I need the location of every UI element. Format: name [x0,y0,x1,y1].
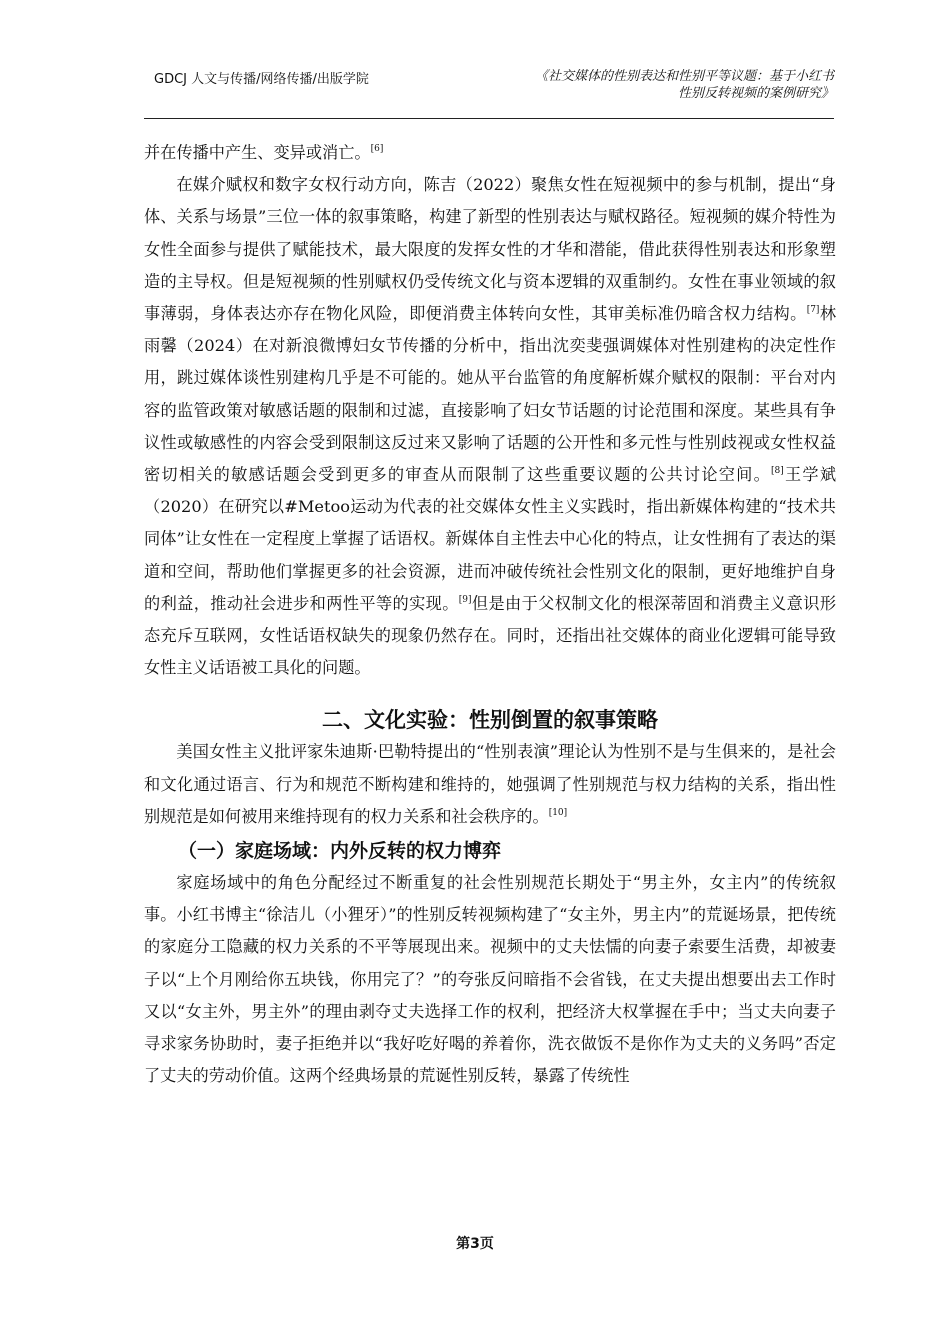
citation-8: [8] [771,466,784,477]
paragraph-4: 家庭场域中的角色分配经过不断重复的社会性别规范长期处于“男主外，女主内”的传统叙事。小红书博主“徐洁儿（小狸牙）”的性别反转视频构建了“女主外，男主内”的荒诞场景，把传统的家庭分工隐藏的权力关系的不平等展现出来。视频中的丈夫怯懦的向妻子索要生活费，却被妻子以“上个月刚给你五块钱，你用完了？”的夸张反问暗指不会省钱，在丈夫提出想要出去工作时又以“女主外，男主外”的理由剥夺丈夫选择工作的权利，把经济大权掌握在手中；当丈夫向妻子寻求家务协助时，妻子拒绝并以“我好吃好喝的养着你，洗衣做饭不是你作为丈夫的义务吗”否定了丈夫的劳动价值。这两个经典场景的荒诞性别反转，暴露了传统性 [144,873,836,1086]
paragraph-1-text: 并在传播中产生、变异或消亡。 [144,143,371,162]
page-header [144,66,834,119]
page-number: 第3页 [456,1236,494,1252]
citation-9: [9] [458,594,472,605]
citation-7: [7] [806,305,820,316]
citation-6: [6] [370,144,384,154]
section-title: 二、文化实验：性别倒置的叙事策略 [322,708,658,733]
header-paper-title: 《社交媒体的性别表达和性别平等议题：基于小红书性别反转视频的案例研究》 [534,69,834,101]
paragraph-3-text: 美国女性主义批评家朱迪斯·巴勒特提出的“性别表演”理论认为性别不是与生俱来的，是社会和文化通过语言、行为和规范不断构建和维持的，她强调了性别规范与权力结构的关系，指出性别规范是如何被用来维持现有的权力关系和社会秩序的。 [144,742,836,826]
header-institution: GDCJ 人文与传播/网络传播/出版学院 [154,72,369,87]
paragraph-2-text-4: 但是由于父权制文化的根深蒂固和消费主义意识形态充斥互联网，女性话语权缺失的现象仍然存在。同时，还指出社交媒体的商业化逻辑可能导致女性主义话语被工具化的问题。 [144,593,837,678]
paragraph-2-text-3: 王学斌（2020）在研究以#Metoo运动为代表的社交媒体女性主义实践时，指出新媒体构建的“技术共同体”让女性在一定程度上掌握了话语权。新媒体自主性去中心化的特点，让女性拥有了表达的渠道和空间，帮助他们掌握更多的社会资源，进而冲破传统社会性别文化的限制，更好地维护自身的利益，推动社会进步和两性平等的实现。 [144,465,837,613]
paragraph-3 [144,736,836,833]
citation-10: [10] [548,807,568,818]
body-text [144,137,836,1092]
paragraph-2-text-1: 在媒介赋权和数字女权行动方向，陈吉（2022）聚焦女性在短视频中的参与机制，提出“身体、关系与场景”三位一体的叙事策略，构建了新型的性别表达与赋权路径。短视频的媒介特性为女性全面参与提供了赋能技术，最大限度的发挥女性的才华和潜能，借此获得性别表达和形象塑造的主导权。但是短视频的性别赋权仍受传统文化与资本逻辑的双重制约。女性在事业领域的叙事薄弱，身体表达亦存在物化风险，即便消费主体转向女性，其审美标准仍暗含权力结构。 [144,175,836,324]
paragraph-1 [144,137,836,169]
paragraph-2 [144,169,836,684]
paragraph-2-text-2: 林雨馨（2024）在对新浪微博妇女节传播的分析中，指出沈奕斐强调媒体对性别建构的决定性作用，跳过媒体谈性别建构几乎是不可能的。她从平台监管的角度解析媒介赋权的限制：平台对内容的监管政策对敏感话题的限制和过滤，直接影响了妇女节话题的讨论范围和深度。某些具有争议性或敏感性的内容会受到限制这反过来又影响了话题的公开性和多元性与性别歧视或女性权益密切相关的敏感话题会受到更多的审查从而限制了这些重要议题的公共讨论空间。 [144,304,837,485]
subsection-title: （一）家庭场域：内外反转的权力博弈 [178,840,502,863]
